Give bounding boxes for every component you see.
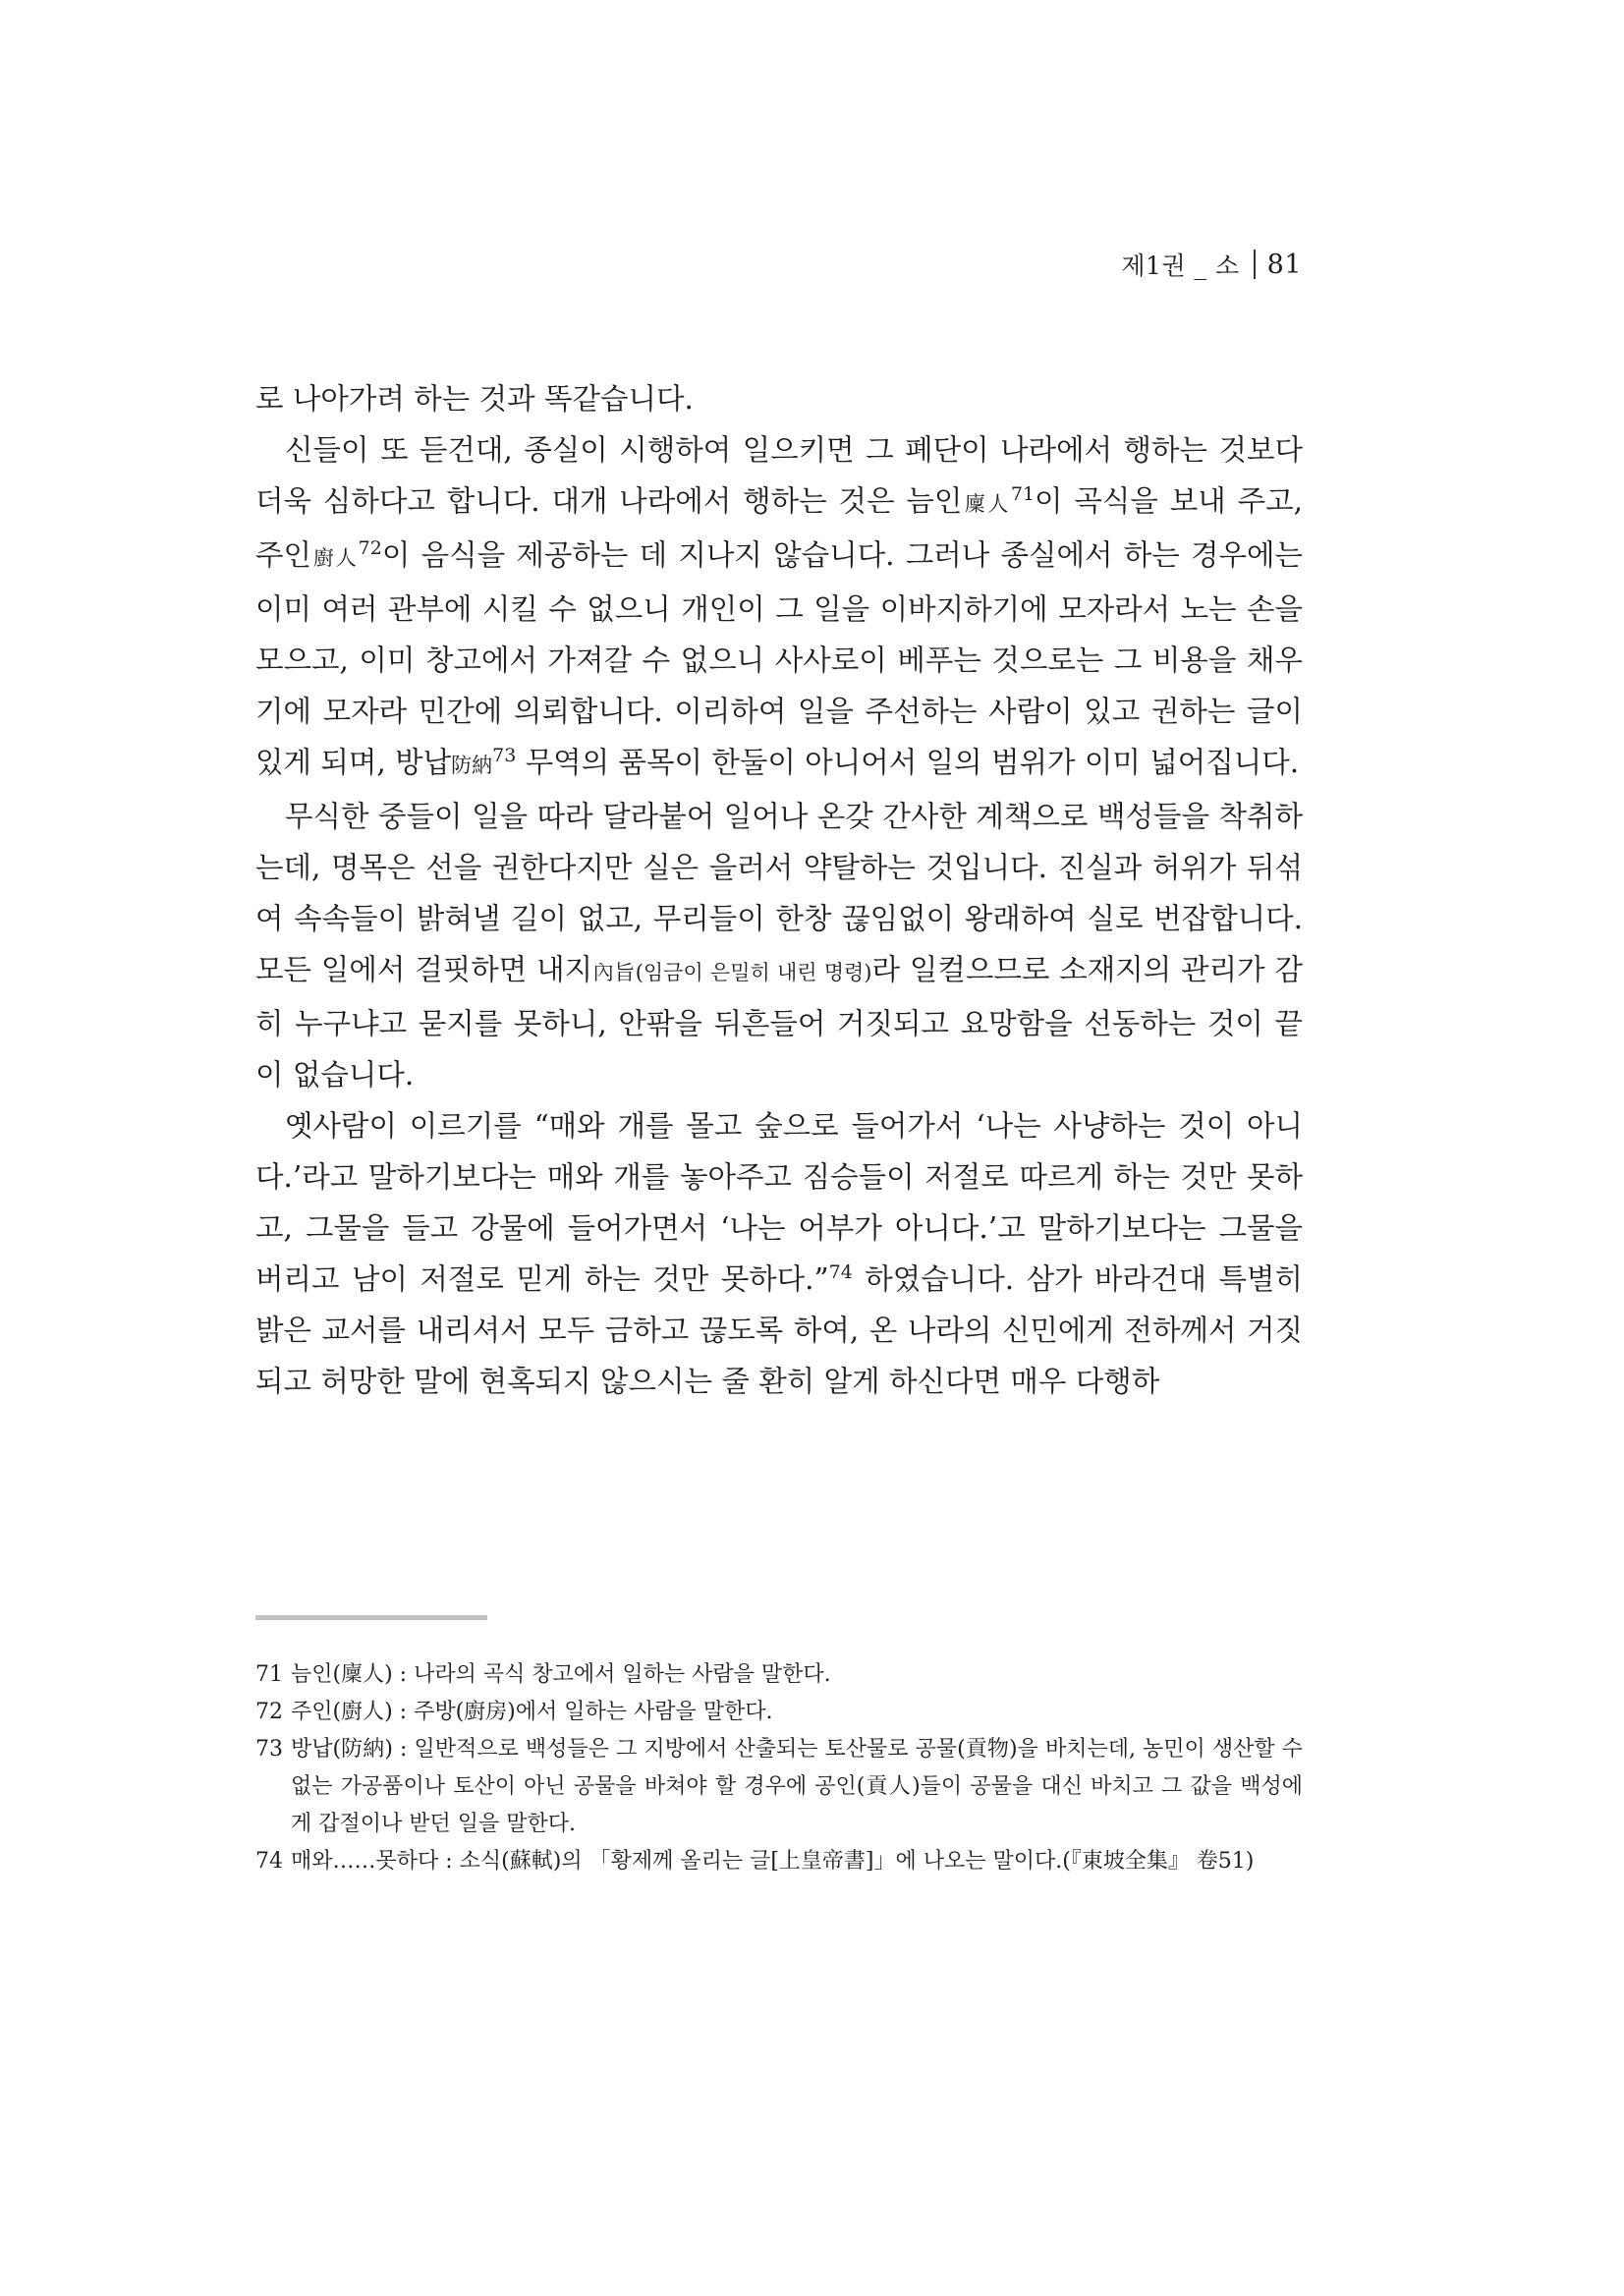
footnote-number: 72: [255, 1700, 283, 1724]
paragraph-text: 하였습니다. 삼가 바라건대 특별히 밝은 교서를 내리셔서 모두 금하고 끊도록 하여, 온 나라의 신민에게 전하께서 거짓되고 허망한 말에 현혹되지 않으시는 줄 환히 알게 하신다면 매우 다행하: [255, 1262, 1303, 1398]
paragraph: [255, 791, 1303, 1100]
hanja-gloss: 防納: [451, 754, 493, 777]
running-title: 제1권 _ 소: [1121, 252, 1240, 280]
paragraph-continued: [255, 373, 1303, 424]
main-text: [255, 373, 1303, 1407]
header-divider: [1254, 250, 1256, 279]
footnote-divider: [255, 1615, 487, 1620]
footnote-ref[interactable]: 72: [358, 537, 382, 560]
footnote-number: 74: [255, 1849, 283, 1874]
footnote-ref[interactable]: 73: [492, 745, 517, 767]
footnote-text: 방납(防納) : 일반적으로 백성들은 그 지방에서 산출되는 토산물로 공물(貢物)을 바치는데, 농민이 생산할 수 없는 가공품이나 토산이 아닌 공물을 바쳐야 할 경우에 공인(貢人)들이 공물을 대신 바치고 그 값을 백성에게 갑절이나 받던 일을 말한다.: [291, 1737, 1304, 1836]
hanja-gloss: 廩人: [962, 492, 1011, 516]
hanja-gloss: 廚人: [311, 546, 359, 570]
footnote-item: [255, 1694, 1303, 1731]
footnote-text: 매와……못하다 : 소식(蘇軾)의 「황제께 올리는 글[上皇帝書]」에 나오는 말이다.(『東坡全集』 卷51): [291, 1849, 1255, 1874]
paragraph: [255, 1100, 1303, 1407]
paragraph-text: 옛사람이 이르기를 “매와 개를 몰고 숲으로 들어가서 ‘나는 사냥하는 것이 아니다.’라고 말하기보다는 매와 개를 놓아주고 짐승들이 저절로 따르게 하는 것만 못하고, 그물을 들고 강물에 들어가면서 ‘나는 어부가 아니다.’고 말하기보다는 그물을 버리고 남이 저절로 믿게 하는 것만 못하다.”: [255, 1109, 1303, 1296]
footnote-text: 주인(廚人) : 주방(廚房)에서 일하는 사람을 말한다.: [291, 1700, 773, 1724]
running-header: [1121, 247, 1302, 282]
hanja-gloss: 內旨: [592, 961, 636, 984]
footnote-text: 늠인(廩人) : 나라의 곡식 창고에서 일하는 사람을 말한다.: [291, 1662, 831, 1687]
paragraph-text: 이 음식을 제공하는 데 지나지 않습니다. 그러나 종실에서 하는 경우에는 이미 여러 관부에 시킬 수 없으니 개인이 그 일을 이바지하기에 모자라서 노는 손을 모으고, 이미 창고에서 가져갈 수 없으니 사사로이 베푸는 것으로는 그 비용을 채우기에 모자라 민간에 의뢰합니다. 이리하여 일을 주선하는 사람이 있고 권하는 글이 있게 되며, 방납: [255, 538, 1303, 779]
paragraph: [255, 424, 1303, 791]
footnote-ref[interactable]: 71: [1010, 483, 1036, 506]
paragraph-text: 무식한 중들이 일을 따라 달라붙어 일어나 온갖 간사한 계책으로 백성들을 착취하는데, 명목은 선을 권한다지만 실은 을러서 약탈하는 것입니다. 진실과 허위가 뒤섞여 속속들이 밝혀낼 길이 없고, 무리들이 한창 끊임없이 왕래하여 실로 번잡합니다. 모든 일에서 걸핏하면 내지: [255, 800, 1303, 986]
footnote-item: [255, 1843, 1303, 1880]
footnote-item: [255, 1731, 1303, 1843]
footnote-item: [255, 1656, 1303, 1694]
footnote-ref[interactable]: 74: [828, 1261, 853, 1284]
inline-gloss: (임금이 은밀히 내린 명령): [635, 961, 872, 984]
footnote-number: 71: [255, 1662, 283, 1687]
paragraph-text: 신들이 또 듣건대, 종실이 시행하여 일으키면 그 폐단이 나라에서 행하는 것보다 더욱 심하다고 합니다. 대개 나라에서 행하는 것은 늠인: [255, 433, 1303, 518]
page-number: 81: [1266, 249, 1302, 280]
paragraph-text: 라 일컬으므로 소재지의 관리가 감히 누구냐고 묻지를 못하니, 안팎을 뒤흔들어 거짓되고 요망함을 선동하는 것이 끝이 없습니다.: [255, 953, 1304, 1092]
paragraph-text: 이 곡식을 보내 주고, 주인: [255, 484, 1303, 572]
paragraph-text: 로 나아가려 하는 것과 똑같습니다.: [255, 382, 694, 416]
footnote-list: [255, 1656, 1303, 1880]
paragraph-text: 무역의 품목이 한둘이 아니어서 일의 범위가 이미 넓어집니다.: [516, 746, 1300, 779]
footnote-number: 73: [255, 1737, 283, 1762]
